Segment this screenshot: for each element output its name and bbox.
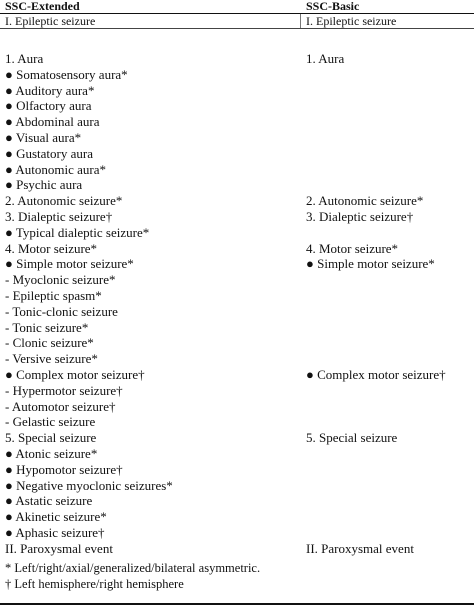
basic-item: ● Complex motor seizure† — [306, 367, 446, 382]
basic-item: ● Simple motor seizure* — [306, 256, 435, 272]
section-label-basic: I. Epileptic seizure — [306, 14, 397, 28]
extended-item: 1. Aura — [5, 51, 44, 66]
extended-item: - Tonic-clonic seizure — [5, 303, 118, 319]
column-header-basic: SSC-Basic — [306, 0, 360, 13]
extended-item: ● Somatosensory aura* — [5, 66, 128, 82]
basic-item: 4. Motor seizure* — [306, 240, 399, 256]
extended-item: ● Auditory aura* — [5, 82, 95, 98]
extended-item: - Gelastic seizure — [5, 414, 96, 430]
extended-item: ● Visual aura* — [5, 130, 82, 145]
extended-item: ● Olfactory aura — [5, 98, 92, 114]
extended-item: - Hypermotor seizure† — [5, 382, 123, 398]
basic-item: 2. Autonomic seizure* — [306, 193, 424, 209]
basic-item: 1. Aura — [306, 51, 345, 66]
footnote-asterisk: * Left/right/axial/generalized/bilateral asymmetric. — [5, 561, 261, 575]
basic-item: 5. Special seizure — [306, 430, 398, 446]
column-header-extended: SSC-Extended — [5, 0, 80, 13]
extended-item: II. Paroxysmal event — [5, 540, 113, 556]
extended-item: - Automotor seizure† — [5, 398, 116, 414]
extended-item: ● Atonic seizure* — [5, 446, 98, 461]
extended-item: ● Abdominal aura — [5, 114, 100, 130]
extended-item: - Clonic seizure* — [5, 335, 94, 351]
extended-item: ● Gustatory aura — [5, 145, 93, 161]
footnote-dagger: † Left hemisphere/right hemisphere — [5, 577, 184, 591]
section-rule — [0, 28, 474, 29]
extended-item: ● Psychic aura — [5, 177, 83, 193]
extended-item: 3. Dialeptic seizure† — [5, 209, 113, 224]
column-divider — [300, 14, 301, 28]
extended-item: 5. Special seizure — [5, 430, 97, 446]
extended-item: ● Akinetic seizure* — [5, 509, 107, 525]
basic-item: II. Paroxysmal event — [306, 540, 414, 556]
extended-item: - Myoclonic seizure* — [5, 272, 116, 288]
extended-item: - Epileptic spasm* — [5, 288, 102, 303]
basic-item: 3. Dialeptic seizure† — [306, 209, 414, 224]
extended-item: - Versive seizure* — [5, 351, 98, 367]
extended-item: ● Complex motor seizure† — [5, 367, 145, 382]
extended-item: ● Autonomic aura* — [5, 161, 106, 177]
extended-item: 4. Motor seizure* — [5, 240, 98, 256]
extended-item: ● Aphasic seizure† — [5, 525, 105, 540]
extended-item: ● Negative myoclonic seizures* — [5, 477, 173, 493]
section-label-extended: I. Epileptic seizure — [5, 14, 96, 28]
extended-item: ● Typical dialeptic seizure* — [5, 224, 150, 240]
extended-item: ● Simple motor seizure* — [5, 256, 134, 272]
extended-item: ● Hypomotor seizure† — [5, 461, 123, 477]
extended-item: ● Astatic seizure — [5, 493, 93, 509]
extended-item: 2. Autonomic seizure* — [5, 193, 123, 209]
extended-item: - Tonic seizure* — [5, 319, 89, 335]
